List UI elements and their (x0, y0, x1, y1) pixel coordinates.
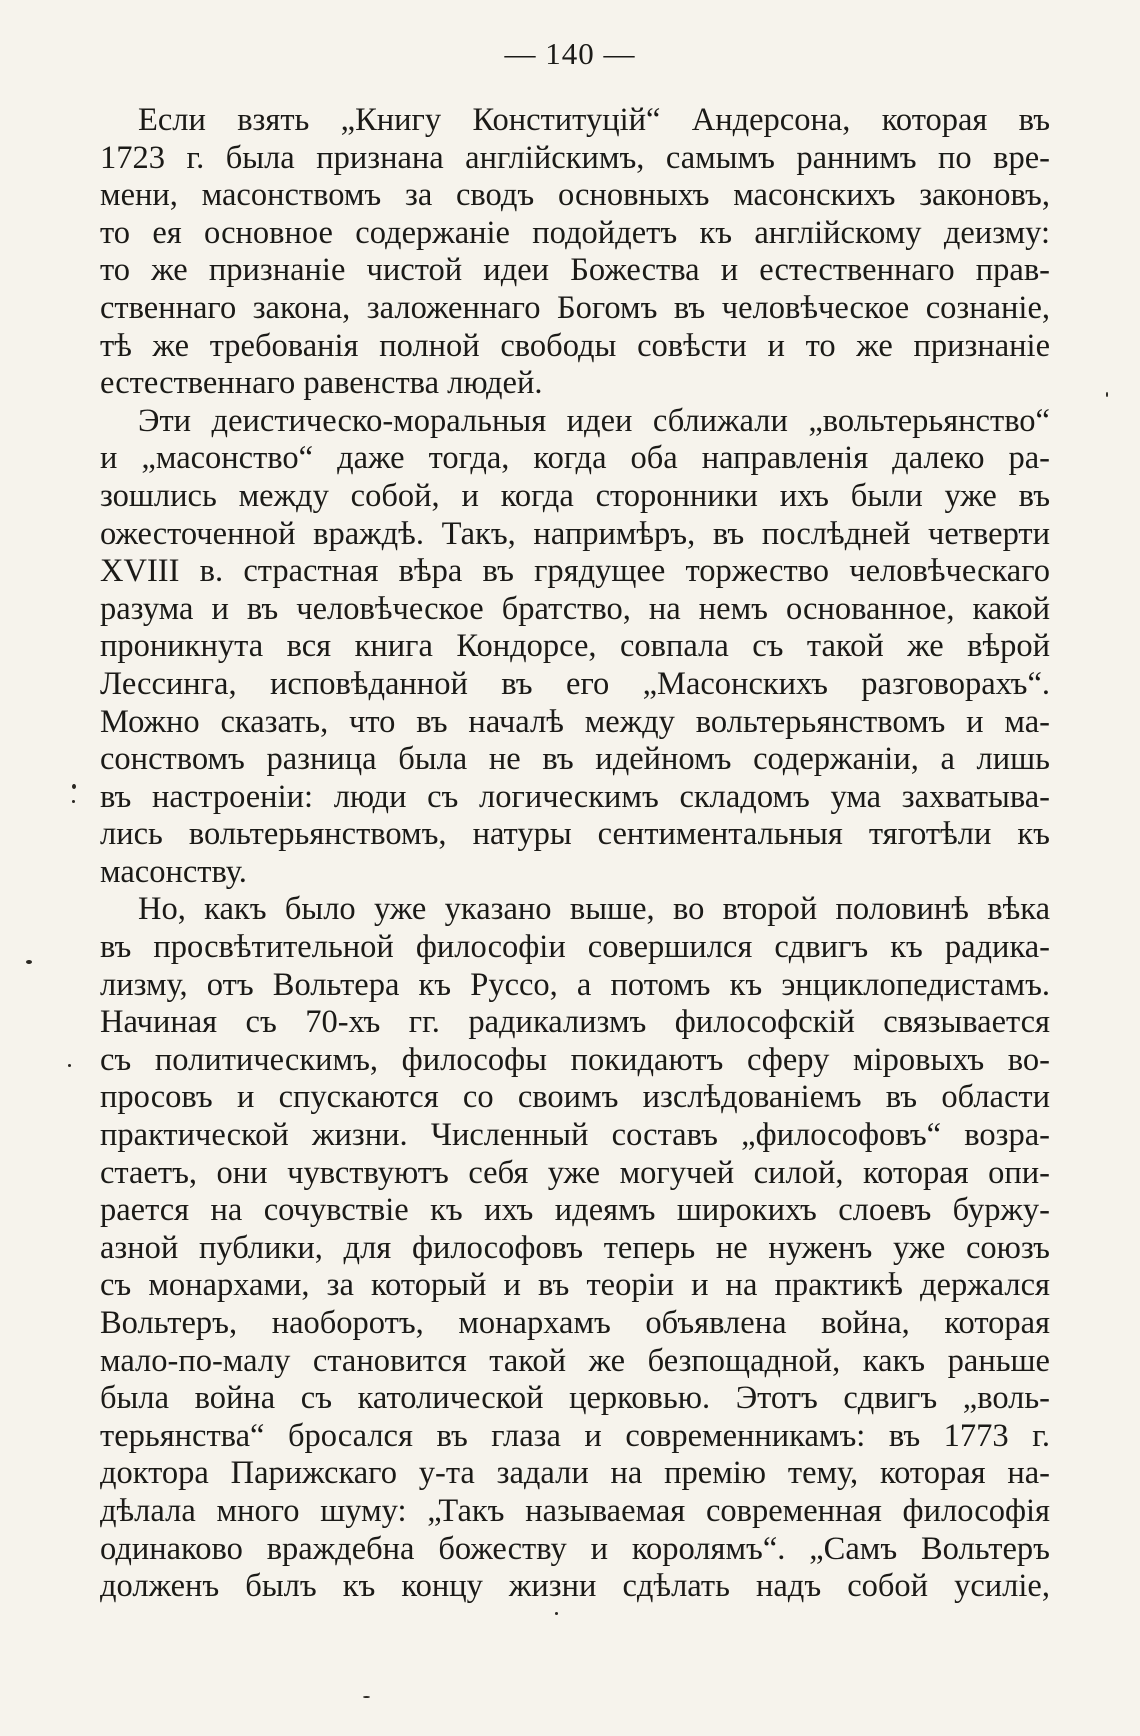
scan-speck (72, 784, 76, 789)
scan-speck (1106, 392, 1108, 397)
text-line: проникнута вся книга Кондорсе, совпала съ такой же вѣрой (100, 628, 1050, 665)
text-line: ожесточенной враждѣ. Такъ, напримѣръ, въ послѣдней четверти (100, 515, 1050, 552)
text-line: Лессинга, исповѣданной въ его „Масонскихъ разговорахъ“. (100, 665, 1050, 702)
text-line: естественнаго равенства людей. (100, 365, 543, 402)
scan-speck (68, 1064, 71, 1067)
text-line: въ просвѣтительной философіи совершился сдвигъ къ радика- (100, 929, 1050, 966)
text-line: и „масонство“ даже тогда, когда оба направленія далеко ра- (100, 440, 1050, 477)
text-line: Вольтеръ, наоборотъ, монархамъ объявлена война, которая (100, 1305, 1050, 1341)
text-line: Но, какъ было уже указано выше, во второй половинѣ вѣка (138, 891, 1050, 928)
text-line: тѣ же требованія полной свободы совѣсти и то же признаніе (100, 327, 1050, 364)
text-line: дѣлала много шуму: „Такъ называемая современная философія (100, 1492, 1050, 1529)
text-line: доктора Парижскаго у-та задали на премію тему, которая на- (100, 1455, 1050, 1492)
text-line: то же признаніе чистой идеи Божества и естественнаго прав- (100, 252, 1050, 289)
text-line: съ монархами, за который и въ теоріи и на практикѣ держался (100, 1267, 1050, 1304)
page-number: — 140 — (504, 36, 636, 71)
text-line: одинаково враждебна божеству и королямъ“. „Самъ Вольтеръ (100, 1530, 1050, 1567)
text-line: Если взять „Книгу Конституцій“ Андерсона, которая въ (138, 102, 1050, 138)
text-line: 1723 г. была признана англійскимъ, самымъ раннимъ по вре- (100, 139, 1050, 176)
body-text (100, 102, 1050, 1606)
text-line: съ политическимъ, философы покидаютъ сферу міровыхъ во- (100, 1041, 1050, 1078)
text-line: Можно сказать, что въ началѣ между вольтерьянствомъ и ма- (100, 703, 1050, 740)
scan-speck (363, 1696, 370, 1698)
text-line: то ея основное содержаніе подойдетъ къ англійскому деизму: (100, 214, 1050, 251)
text-line: Эти деистическо-моральныя идеи сближали „вольтерьянство“ (138, 402, 1050, 439)
text-line: сонствомъ разница была не въ идейномъ содержаніи, а лишь (100, 741, 1050, 778)
text-line: просовъ и спускаются со своимъ изслѣдованіемъ въ области (100, 1079, 1050, 1116)
text-line: стаетъ, они чувствуютъ себя уже могучей силой, которая опи- (100, 1154, 1050, 1191)
text-line: рается на сочувствіе къ ихъ идеямъ широкихъ слоевъ буржу- (100, 1192, 1050, 1229)
text-line: мало-по-малу становится такой же безпощадной, какъ раньше (100, 1342, 1050, 1379)
text-line: XVIII в. страстная вѣра въ грядущее торжество человѣческаго (100, 553, 1050, 590)
text-line: Начиная съ 70-хъ гг. радикализмъ философскій связывается (100, 1004, 1050, 1041)
text-line: разума и въ человѣческое братство, на немъ основанное, какой (100, 590, 1050, 627)
scan-speck (555, 1612, 558, 1615)
text-line: лизму, отъ Вольтера къ Руссо, а потомъ къ энциклопедистамъ. (100, 966, 1050, 1003)
text-line: долженъ былъ къ концу жизни сдѣлать надъ собой усиліе, (100, 1568, 1050, 1605)
text-line: масонству. (100, 853, 247, 890)
text-line: практической жизни. Численный составъ „философовъ“ возра- (100, 1117, 1050, 1154)
text-line: лись вольтерьянствомъ, натуры сентиментальныя тяготѣли къ (100, 816, 1050, 853)
text-line: въ настроеніи: люди съ логическимъ складомъ ума захватыва- (100, 778, 1050, 815)
text-line: мени, масонствомъ за сводъ основныхъ масонскихъ законовъ, (100, 177, 1050, 214)
text-line: зошлись между собой, и когда сторонники ихъ были уже въ (100, 477, 1050, 514)
text-line: ственнаго закона, заложеннаго Богомъ въ человѣческое сознаніе, (100, 289, 1050, 326)
text-line: терьянства“ бросался въ глаза и современникамъ: въ 1773 г. (100, 1417, 1050, 1454)
scan-speck (72, 800, 75, 803)
text-line: была война съ католической церковью. Этотъ сдвигъ „воль- (100, 1380, 1050, 1417)
text-line: азной публики, для философовъ теперь не нуженъ уже союзъ (100, 1229, 1050, 1266)
scan-speck (26, 960, 32, 964)
